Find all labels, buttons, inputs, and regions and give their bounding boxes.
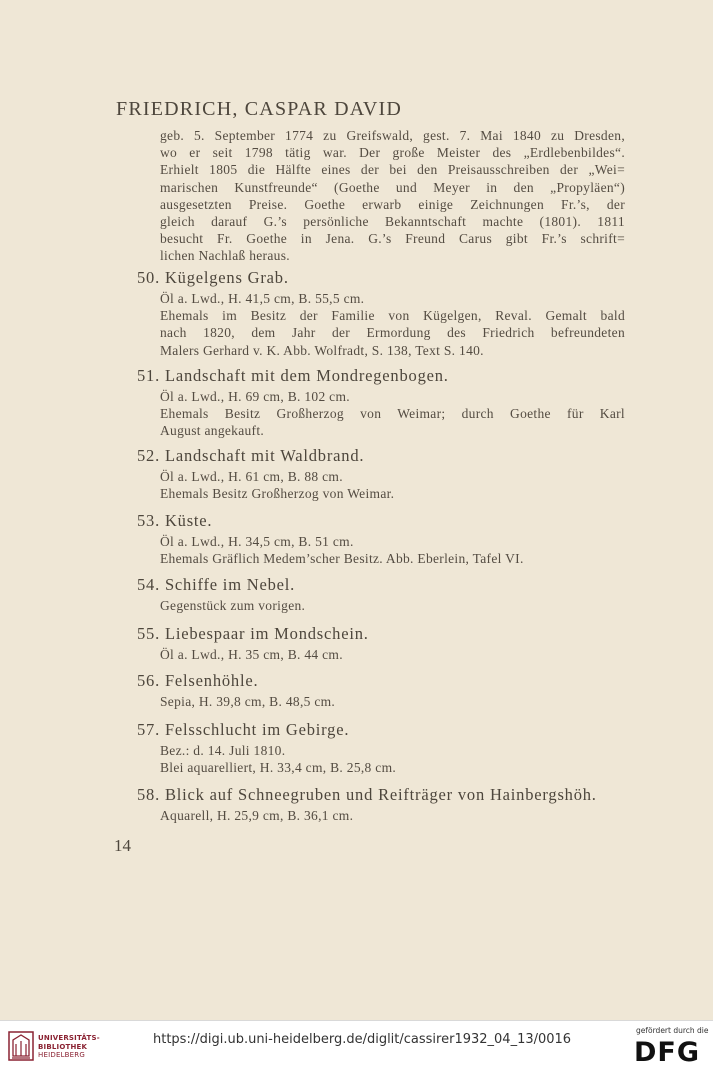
bio-line: besucht Fr. Goethe in Jena. G.’s Freund Carus gibt Fr.’s schrift= <box>160 231 625 247</box>
catalog-entry-55 <box>116 624 636 663</box>
library-line: BIBLIOTHEK <box>38 1042 88 1051</box>
entry-title: Schiffe im Nebel. <box>164 575 296 594</box>
entry-line: August angekauft. <box>160 423 265 439</box>
entry-line: Ehemals Besitz Großherzog von Weimar. <box>160 486 395 502</box>
entry-title: Kügelgens Grab. <box>164 268 289 287</box>
bio-line: ausgesetzten Preise. Goethe erwarb einige Zeichnungen Fr.’s, der <box>160 196 625 212</box>
page-number: 14 <box>114 836 131 855</box>
catalog-entry-56 <box>116 671 636 710</box>
university-library-name <box>38 1034 100 1060</box>
entry-title: Küste. <box>164 511 213 530</box>
entry-line: Sepia, H. 39,8 cm, B. 48,5 cm. <box>160 694 336 709</box>
catalog-entry-52 <box>116 446 636 502</box>
entry-number: 58. <box>136 785 160 804</box>
artist-biography <box>160 127 625 265</box>
entry-title: Felsschlucht im Gebirge. <box>164 720 350 739</box>
entry-line: nach 1820, dem Jahr der Ermordung des Friedrich befreundeten <box>160 325 625 341</box>
entry-line: Öl a. Lwd., H. 34,5 cm, B. 51 cm. <box>160 534 354 549</box>
entry-line: Blei aquarelliert, H. 33,4 cm, B. 25,8 cm. <box>160 760 397 776</box>
university-seal-icon <box>8 1029 34 1063</box>
entry-title: Blick auf Schneegruben und Reifträger von Hainbergshöh. <box>164 785 597 804</box>
entry-title: Landschaft mit dem Mondregenbogen. <box>164 366 449 385</box>
entry-line: Öl a. Lwd., H. 41,5 cm, B. 55,5 cm. <box>160 291 365 306</box>
entry-line: Ehemals Gräflich Medem’scher Besitz. Abb. Eberlein, Tafel VI. <box>160 551 524 567</box>
bio-line: gleich darauf G.’s persönliche Bekanntschaft machte (1801). 1811 <box>160 214 625 230</box>
entry-line: Gegenstück zum vorigen. <box>160 598 306 613</box>
catalog-entry-57 <box>116 720 636 776</box>
dfg-logo[interactable]: DFG <box>634 1037 701 1068</box>
library-line: HEIDELBERG <box>38 1051 85 1059</box>
entry-line: Bez.: d. 14. Juli 1810. <box>160 743 286 758</box>
catalog-entry-58 <box>116 785 636 824</box>
viewer-footer <box>0 1020 713 1072</box>
entry-title: Liebespaar im Mondschein. <box>164 624 369 643</box>
university-library-logo[interactable] <box>8 1029 34 1067</box>
entry-title: Felsenhöhle. <box>164 671 259 690</box>
catalog-entry-51 <box>116 366 636 440</box>
bio-line: Erhielt 1805 die Hälfte eines der bei den Preisausschreiben der „Wei= <box>160 162 625 178</box>
bio-line: wo er seit 1798 tätig war. Der große Meister des „Erdlebenbildes“. <box>160 145 625 161</box>
entry-number: 54. <box>136 575 160 594</box>
bio-line: lichen Nachlaß heraus. <box>160 248 290 264</box>
permalink-url[interactable]: https://digi.ub.uni-heidelberg.de/diglit/cassirer1932_04_13/0016 <box>153 1032 572 1047</box>
entry-line: Ehemals Besitz Großherzog von Weimar; durch Goethe für Karl <box>160 406 625 422</box>
entry-line: Öl a. Lwd., H. 69 cm, B. 102 cm. <box>160 389 350 404</box>
bio-line: geb. 5. September 1774 zu Greifswald, gest. 7. Mai 1840 zu Dresden, <box>160 128 625 143</box>
entry-line: Malers Gerhard v. K. Abb. Wolfradt, S. 138, Text S. 140. <box>160 342 484 358</box>
entry-line: Ehemals im Besitz der Familie von Kügelgen, Reval. Gemalt bald <box>160 308 625 324</box>
entry-number: 56. <box>136 671 160 690</box>
entry-number: 50. <box>136 268 160 287</box>
catalog-entry-50 <box>116 268 636 359</box>
catalog-entry-53 <box>116 511 636 567</box>
entry-number: 51. <box>136 366 160 385</box>
entry-number: 57. <box>136 720 160 739</box>
entry-number: 53. <box>136 511 160 530</box>
entry-number: 55. <box>136 624 160 643</box>
entry-title: Landschaft mit Waldbrand. <box>164 446 365 465</box>
entry-line: Öl a. Lwd., H. 35 cm, B. 44 cm. <box>160 647 343 662</box>
entry-number: 52. <box>136 446 160 465</box>
catalog-entry-54 <box>116 575 636 614</box>
bio-line: marischen Kunstfreunde“ (Goethe und Meyer in den „Propyläen“) <box>160 179 625 195</box>
funding-note: gefördert durch die <box>636 1026 709 1035</box>
artist-heading: FRIEDRICH, CASPAR DAVID <box>116 98 402 120</box>
entry-line: Öl a. Lwd., H. 61 cm, B. 88 cm. <box>160 469 343 484</box>
library-line: UNIVERSITÄTS- <box>38 1034 100 1042</box>
entry-line: Aquarell, H. 25,9 cm, B. 36,1 cm. <box>160 808 354 823</box>
